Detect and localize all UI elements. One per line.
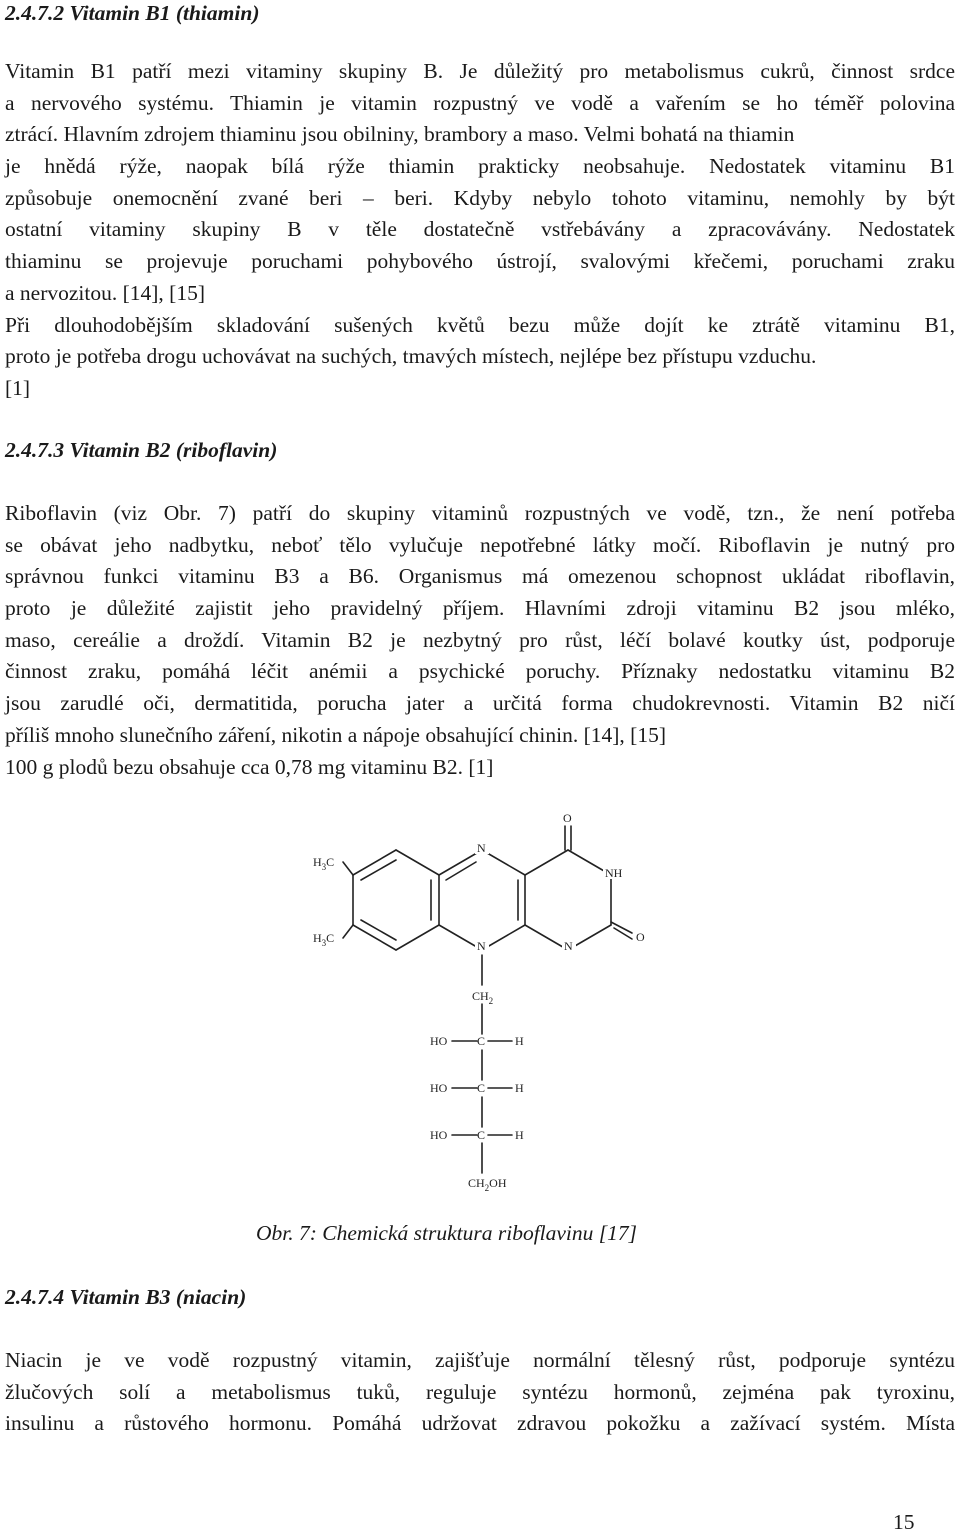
paragraph-line: způsobuje onemocnění zvané beri – beri. Kdyby nebylo tohoto vitaminu, nemohly by být: [5, 185, 955, 210]
ho-label: HO: [430, 1128, 448, 1142]
atom-label-o: O: [636, 930, 645, 944]
paragraph-line: Při dlouhodobějším skladování sušených květů bezu může dojít ke ztrátě vitaminu B1,: [5, 312, 955, 337]
paragraph-line: proto je potřeba drogu uchovávat na suchých, tmavých místech, nejlépe bez přístupu vzduchu.: [5, 344, 817, 369]
paragraph-line: správnou funkci vitaminu B3 a B6. Organismus má omezenou schopnost ukládat riboflavin,: [5, 564, 955, 589]
section-heading-b1: 2.4.7.2 Vitamin B1 (thiamin): [5, 1, 260, 25]
atom-label-c: C: [477, 1034, 486, 1048]
paragraph-line: a nervozitou. [14], [15]: [5, 280, 205, 305]
paragraph-line: proto je důležité zajistit jeho pravidelný příjem. Hlavními zdroji vitaminu B2 jsou mléko,: [5, 596, 955, 621]
page-number: 15: [893, 1510, 915, 1534]
figure-caption: Obr. 7: Chemická struktura riboflavinu [17]: [256, 1221, 638, 1245]
paragraph-b1: [5, 56, 955, 405]
section-heading-b2: 2.4.7.3 Vitamin B2 (riboflavin): [5, 438, 278, 462]
paragraph-line: je hnědá rýže, naopak bílá rýže thiamin prakticky neobsahuje. Nedostatek vitaminu B1: [5, 154, 955, 179]
paragraph-line: Vitamin B1 patří mezi vitaminy skupiny B. Je důležitý pro metabolismus cukrů, činnost srdce: [5, 59, 955, 83]
paragraph-line: žlučových solí a metabolismus tuků, reguluje syntézu hormonů, zejména pak tyroxinu,: [5, 1379, 955, 1404]
riboflavin-structure-diagram: [250, 800, 720, 1200]
paragraph-line: ostatní vitaminy skupiny B v těle dostatečně vstřebávány a zpracovávány. Nedostatek: [5, 217, 955, 242]
paragraph-line: maso, cereálie a droždí. Vitamin B2 je nezbytný pro růst, léčí bolavé koutky úst, podporuje: [5, 627, 955, 652]
section-heading-b3: 2.4.7.4 Vitamin B3 (niacin): [5, 1285, 247, 1309]
paragraph-line: Niacin je ve vodě rozpustný vitamin, zajišťuje normální tělesný růst, podporuje syntézu: [5, 1348, 955, 1372]
paragraph-line: se obávat jeho nadbytku, neboť tělo vylučuje nepotřebné látky močí. Riboflavin je nutný pro: [5, 532, 955, 557]
atom-label-n: N: [477, 939, 486, 953]
ch2-label: $CH_2$: [472, 989, 494, 1006]
riboflavin-structure-figure: [250, 800, 720, 1200]
atom-label-h: H: [515, 1034, 524, 1048]
paragraph-line: 100 g plodů bezu obsahuje cca 0,78 mg vitaminu B2. [1]: [5, 754, 494, 779]
paragraph-line: činnost zraku, pomáhá léčit anémii a psychické poruchy. Příznaky nedostatku vitaminu B2: [5, 659, 955, 684]
paragraph-line: thiaminu se projevuje poruchami pohybového ústrojí, svalovými křečemi, poruchami zraku: [5, 249, 955, 274]
methyl-label-bottom: $H_3C$: [313, 931, 335, 948]
paragraph-line: [1]: [5, 375, 31, 400]
atom-label-o: O: [563, 811, 572, 825]
atom-label-c: C: [477, 1081, 486, 1095]
ho-label: HO: [430, 1081, 448, 1095]
atom-label-n: N: [564, 939, 573, 953]
paragraph-line: ztrácí. Hlavním zdrojem thiaminu jsou obilniny, brambory a maso. Velmi bohatá na thiamin: [5, 122, 795, 147]
atom-label-c: C: [477, 1128, 486, 1142]
paragraph-line: a nervového systému. Thiamin je vitamin rozpustný ve vodě a vařením se ho téměř polovina: [5, 90, 955, 115]
ho-label: HO: [430, 1034, 448, 1048]
methyl-label-top: $H_3C$: [313, 855, 335, 872]
paragraph-b2: [5, 498, 955, 783]
atom-label-h: H: [515, 1081, 524, 1095]
paragraph-line: insulinu a růstového hormonu. Pomáhá udržovat zdravou pokožku a zažívací systém. Místa: [5, 1411, 955, 1436]
paragraph-line: Riboflavin (viz Obr. 7) patří do skupiny vitaminů rozpustných ve vodě, tzn., že není potřeba: [5, 501, 955, 525]
paragraph-b3: [5, 1345, 955, 1440]
atom-label-n: N: [477, 841, 486, 855]
ch2oh-label: $CH_2OH$: [468, 1176, 507, 1193]
atom-label-h: H: [515, 1128, 524, 1142]
paragraph-line: příliš mnoho slunečního záření, nikotin a nápoje obsahující chinin. [14], [15]: [5, 722, 666, 747]
paragraph-line: jsou zarudlé oči, dermatitida, porucha jater a určitá forma chudokrevnosti. Vitamin B2 ničí: [5, 691, 955, 716]
atom-label-nh: NH: [605, 866, 623, 880]
